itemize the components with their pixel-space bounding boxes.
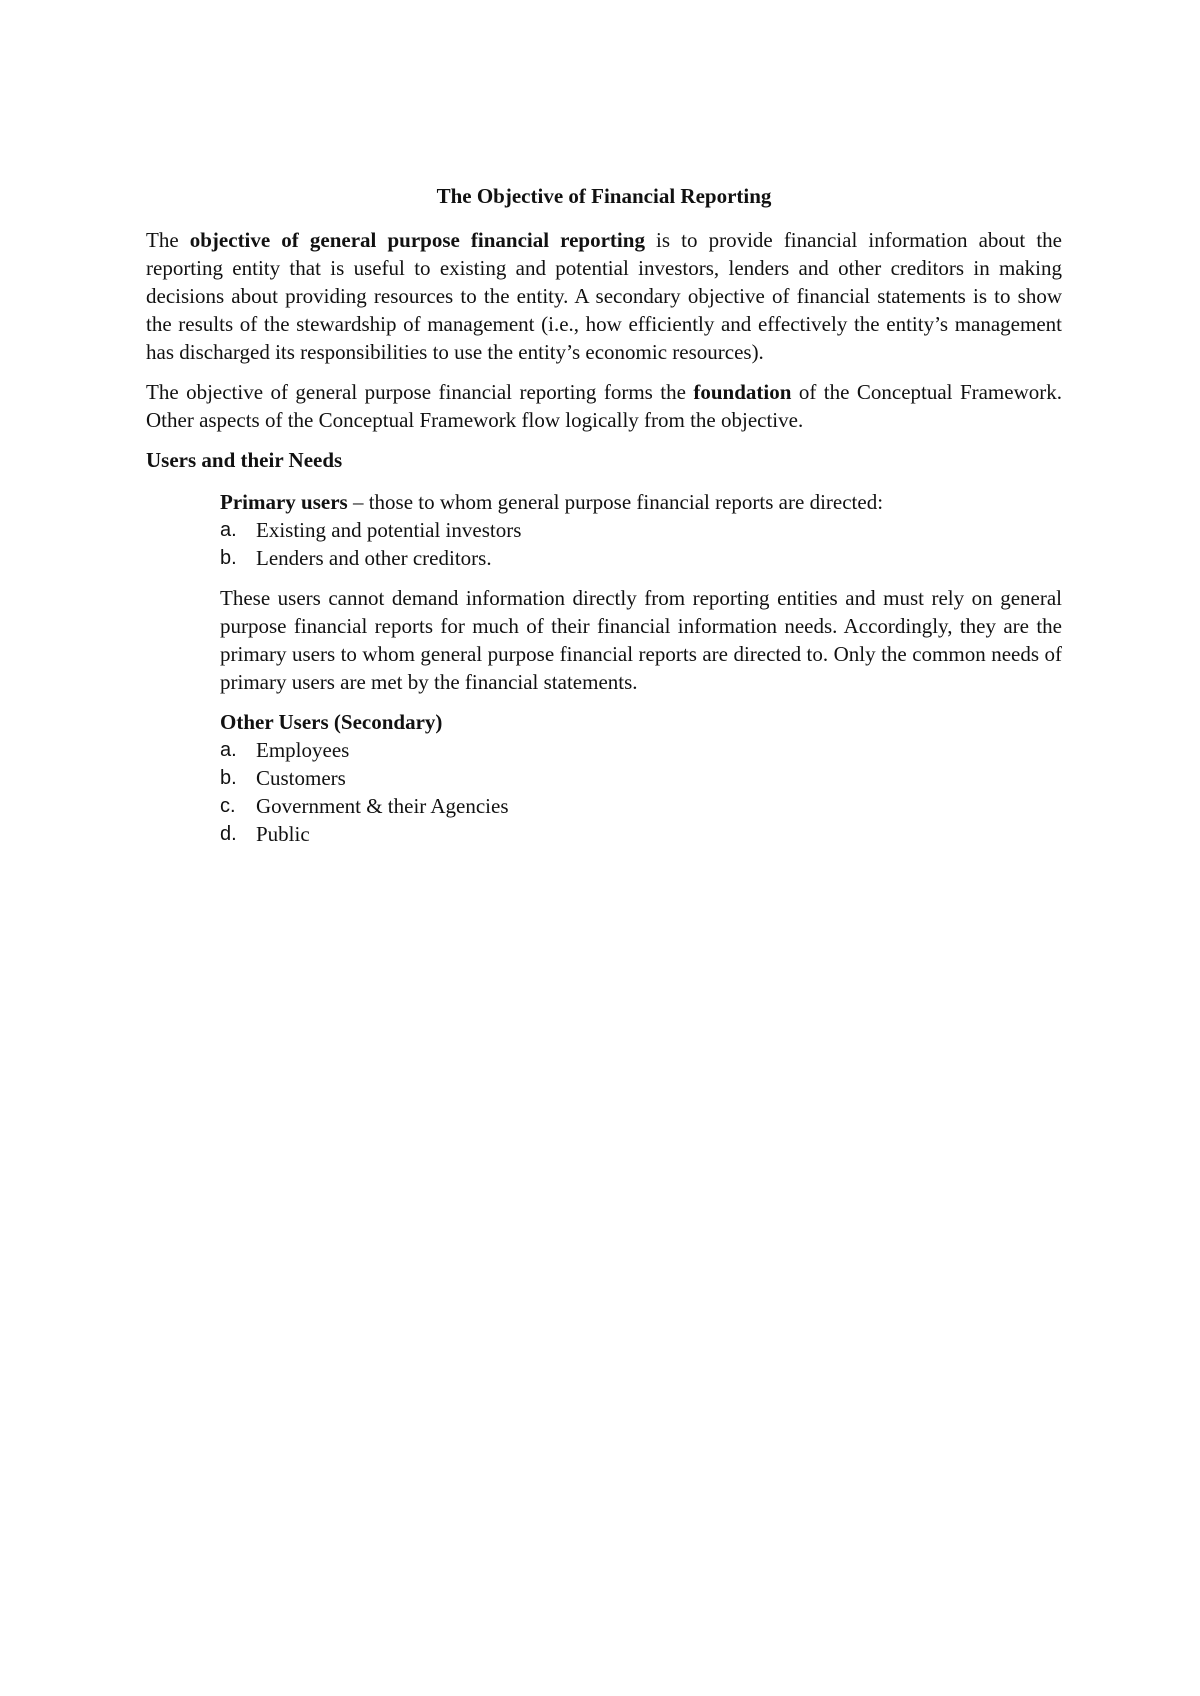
foundation-rest: of the Conceptual Framework. Other aspects of the Conceptual Framework flow logically from the objective. [146, 380, 1063, 432]
list-item-text: Lenders and other creditors. [256, 546, 492, 570]
other-users-list [220, 736, 1062, 848]
list-item [220, 544, 1062, 572]
objective-lead: The [146, 228, 190, 252]
primary-users-list [220, 516, 1062, 572]
document-page [146, 182, 1062, 860]
list-marker: d. [220, 823, 237, 845]
list-item [220, 736, 1062, 764]
foundation-lead: The objective of general purpose financial reporting forms the [146, 380, 694, 404]
foundation-bold-term: foundation [693, 380, 792, 404]
primary-users-intro [220, 488, 1062, 516]
foundation-paragraph [146, 378, 1062, 434]
users-heading: Users and their Needs [146, 448, 343, 472]
primary-users-paragraph: These users cannot demand information directly from reporting entities and must rely on general purpose financial reports for much of their financial information needs. Accordingly, they are the primary users to whom general purpose financial reports are directed to. Only the common needs of primary users are met by the financial statements. [220, 586, 1062, 694]
list-item-text: Existing and potential investors [256, 518, 522, 542]
primary-users-label: Primary users [220, 490, 348, 514]
objective-rest: is to provide financial information about the reporting entity that is useful to existing and potential investors, lenders and other creditors in making decisions about providing resources to the entity. A secondary objective of financial statements is to show the results of the stewardship of management (i.e., how efficiently and effectively the entity’s management has discharged its responsibilities to use the entity’s economic resources). [146, 228, 1063, 364]
list-item [220, 764, 1062, 792]
other-users-heading: Other Users (Secondary) [220, 710, 443, 734]
list-marker: a. [220, 739, 237, 761]
document-title: The Objective of Financial Reporting [436, 184, 772, 208]
list-item-text: Public [256, 822, 310, 846]
list-marker: c. [220, 795, 236, 817]
list-item-text: Customers [256, 766, 346, 790]
list-item-text: Employees [256, 738, 350, 762]
list-item [220, 820, 1062, 848]
objective-bold-term: objective of general purpose financial reporting [189, 228, 645, 252]
objective-paragraph [146, 226, 1062, 366]
primary-users-desc: – those to whom general purpose financial reports are directed: [347, 490, 884, 514]
list-marker: b. [220, 767, 237, 789]
list-marker: b. [220, 547, 237, 569]
list-marker: a. [220, 519, 237, 541]
primary-users-section [220, 488, 1062, 848]
list-item [220, 516, 1062, 544]
list-item-text: Government & their Agencies [256, 794, 509, 818]
list-item [220, 792, 1062, 820]
